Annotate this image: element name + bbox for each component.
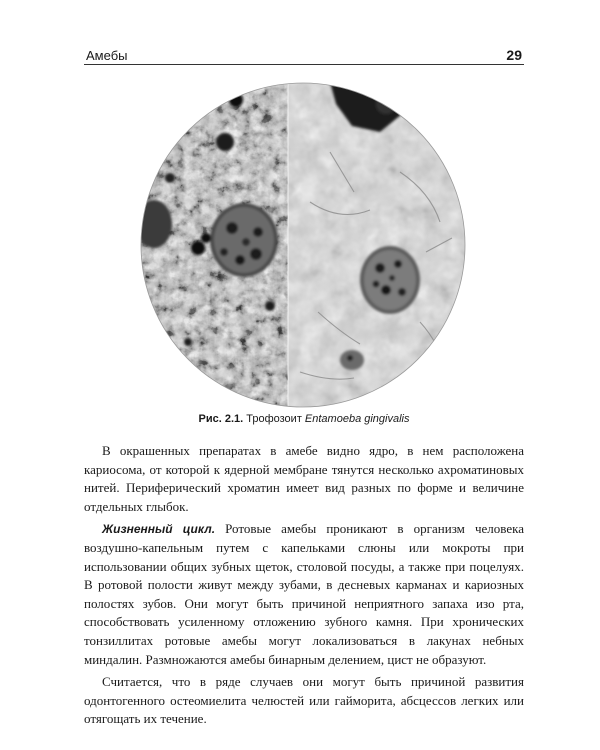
life-cycle-text: Ротовые амебы проникают в организм человека воздушно-капельным путем с капельками слюны или мокроты при использовании общих зубных щеток, столовой посуды, а также при поцелуях. В ротовой полости живут между зубами, в десневых карманах и кариозных полостях зубов. Они могут быть причиной неприятного запаха изо рта, способствовать усиленному отложению зубного камня. При хронических тонзиллитах ротовые амебы могут локализоваться в лакунах небных миндалин. Размножаются амебы бинарным делением, цист не образуют.	[84, 521, 524, 667]
page-number: 29	[506, 47, 522, 63]
micrograph-figure	[140, 82, 466, 408]
caption-label: Рис. 2.1.	[198, 413, 244, 425]
section-title: Амебы	[86, 48, 128, 63]
caption-species: Entamoeba gingivalis	[304, 413, 410, 425]
running-header	[84, 48, 524, 65]
paragraph-life-cycle	[84, 520, 524, 669]
caption-text: Трофозоит	[246, 413, 302, 425]
figure-caption	[84, 413, 524, 425]
life-cycle-heading: Жизненный цикл.	[102, 522, 216, 537]
micrograph-image	[140, 82, 466, 408]
body-text	[84, 442, 524, 733]
paragraph-complications: Считается, что в ряде случаев они могут быть причиной развития одонтогенного остеомиелита челюстей или гайморита, абсцессов легких или отягощать их течение.	[84, 674, 524, 727]
paragraph-stained-preparations: В окрашенных препаратах в амебе видно ядро, в нем расположена кариосома, от которой к ядерной мембране тянутся несколько ахроматиновых нитей. Периферический хроматин имеет вид разных по форме и величине отдельных глыбок.	[84, 443, 524, 514]
